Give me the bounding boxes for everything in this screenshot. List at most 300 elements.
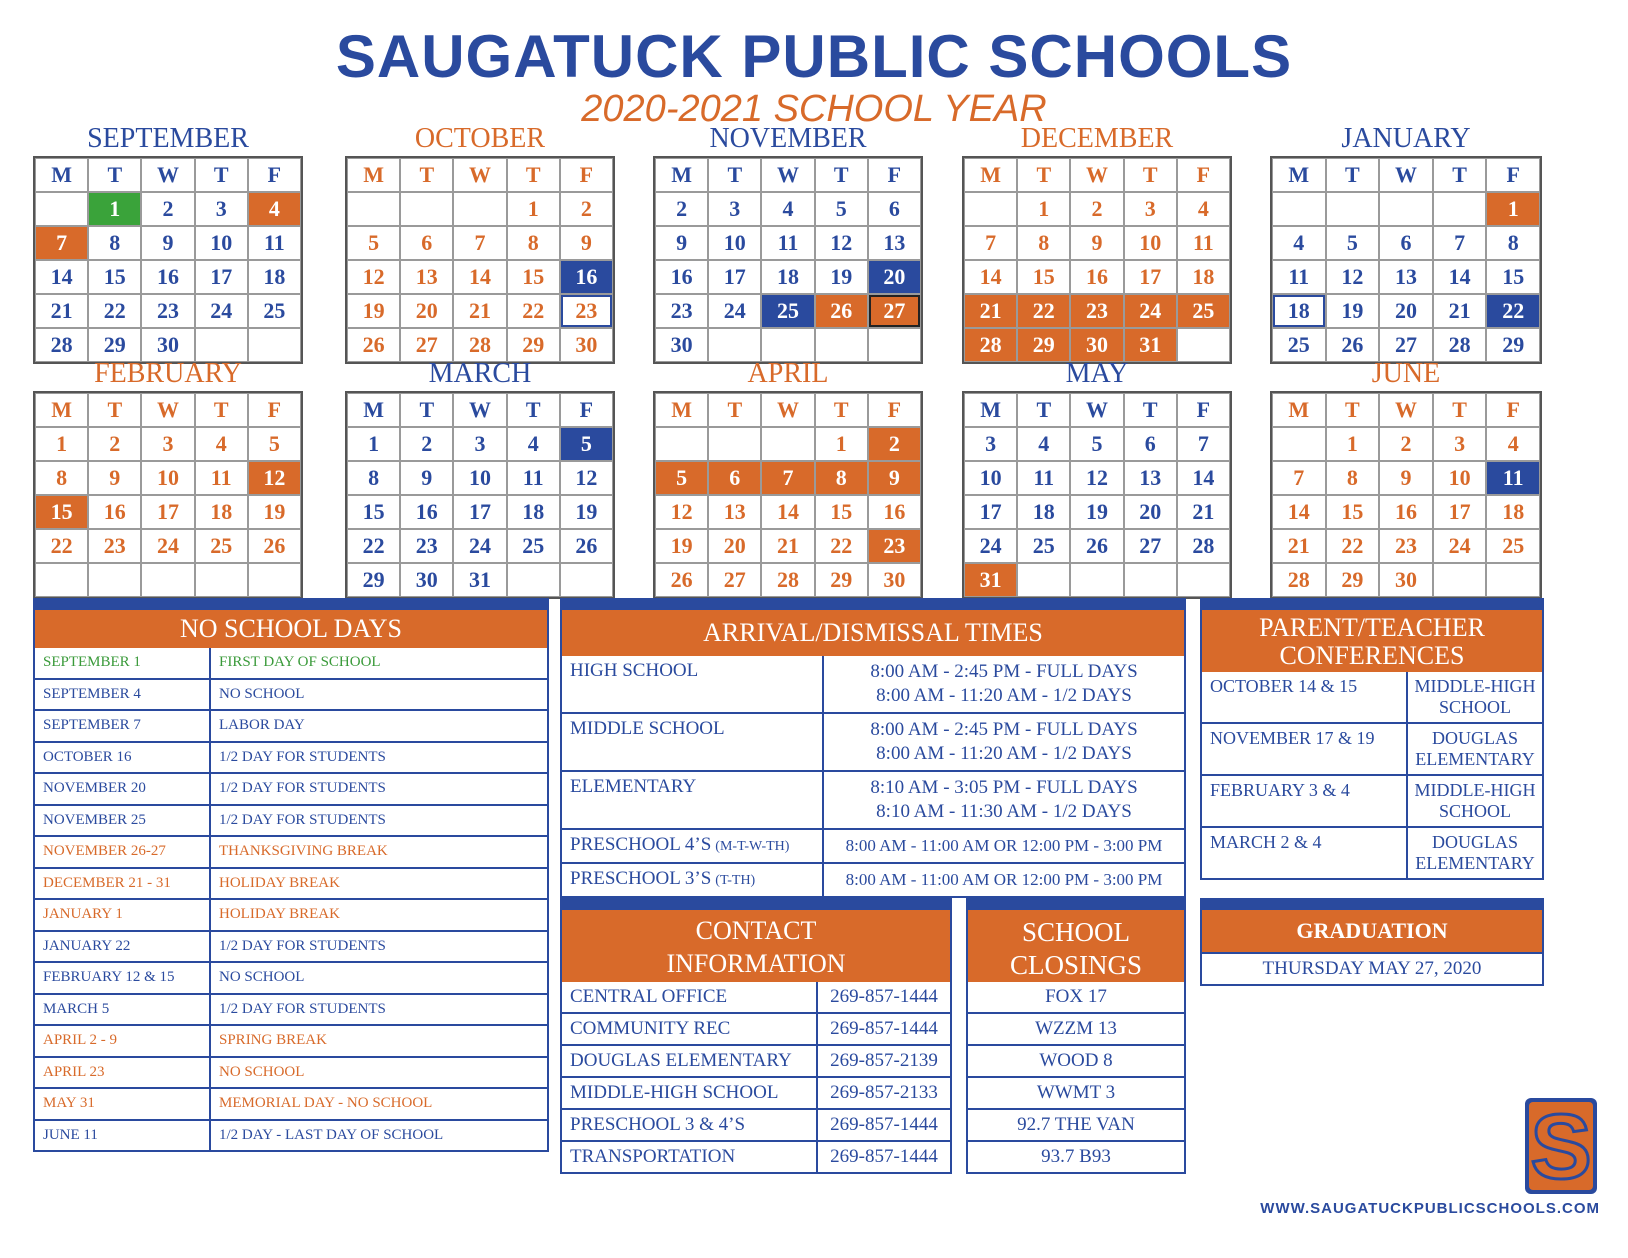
- no-school-description: NO SCHOOL: [219, 1063, 305, 1080]
- day-cell: 13: [868, 226, 921, 260]
- day-cell: 25: [248, 294, 301, 328]
- month-name: MAY: [1065, 358, 1129, 389]
- empty-day-cell: [35, 192, 88, 226]
- day-cell: 10: [141, 461, 194, 495]
- contact-name: CENTRAL OFFICE: [562, 982, 818, 1012]
- day-cell: 16: [560, 260, 613, 294]
- day-cell: 2: [1379, 427, 1433, 461]
- empty-day-cell: [1017, 563, 1070, 597]
- arrival-row: [562, 862, 1184, 896]
- day-cell: 15: [507, 260, 560, 294]
- day-cell: 31: [453, 563, 506, 597]
- location-line: DOUGLAS: [1431, 832, 1518, 852]
- school-name-text: PRESCHOOL 3’S: [570, 868, 712, 889]
- no-school-date: SEPTEMBER 1: [35, 648, 211, 678]
- conference-row: [1202, 672, 1542, 722]
- no-school-row: [35, 741, 547, 773]
- day-cell: 3: [1124, 192, 1177, 226]
- day-cell: 26: [815, 294, 868, 328]
- no-school-row: [35, 1119, 547, 1151]
- empty-day-cell: [248, 563, 301, 597]
- day-cell: 1: [35, 427, 88, 461]
- day-cell: 13: [1124, 461, 1177, 495]
- graduation-title: GRADUATION: [1202, 910, 1542, 952]
- day-cell: 7: [761, 461, 814, 495]
- month-name: SEPTEMBER: [87, 123, 249, 154]
- day-cell: 5: [655, 461, 708, 495]
- month-grid: [653, 156, 923, 364]
- empty-day-cell: [1272, 427, 1326, 461]
- day-cell: 16: [141, 260, 194, 294]
- day-cell: 8: [1326, 461, 1380, 495]
- day-cell: 23: [141, 294, 194, 328]
- no-school-date: JUNE 11: [35, 1121, 211, 1151]
- weekday-header: M: [347, 158, 400, 192]
- school-name-text: MIDDLE SCHOOL: [570, 718, 725, 739]
- day-cell: 4: [1486, 427, 1540, 461]
- contact-name: COMMUNITY REC: [562, 1014, 818, 1044]
- day-cell: 18: [1177, 260, 1230, 294]
- day-cell: 3: [964, 427, 1017, 461]
- empty-day-cell: [507, 563, 560, 597]
- contact-phone[interactable]: 269-857-1444: [830, 1018, 938, 1039]
- empty-day-cell: [560, 563, 613, 597]
- day-cell: 19: [560, 495, 613, 529]
- day-cell: 4: [507, 427, 560, 461]
- contact-row: [562, 1140, 950, 1172]
- day-cell: 18: [1272, 294, 1326, 328]
- day-cell: 8: [347, 461, 400, 495]
- conference-location: [1408, 672, 1542, 722]
- closing-station: 92.7 THE VAN: [968, 1108, 1184, 1140]
- empty-day-cell: [1124, 563, 1177, 597]
- graduation-date: THURSDAY MAY 27, 2020: [1202, 952, 1542, 984]
- day-cell: 23: [400, 529, 453, 563]
- day-cell: 30: [868, 563, 921, 597]
- weekday-header: M: [655, 393, 708, 427]
- day-cell: 15: [815, 495, 868, 529]
- conference-date: FEBRUARY 3 & 4: [1202, 776, 1408, 826]
- weekday-header: T: [1326, 393, 1380, 427]
- conferences-title-line1: PARENT/TEACHER: [1259, 613, 1485, 642]
- day-cell: 20: [400, 294, 453, 328]
- day-cell: 18: [507, 495, 560, 529]
- weekday-header: T: [708, 158, 761, 192]
- conference-date: NOVEMBER 17 & 19: [1202, 724, 1408, 774]
- day-cell: 28: [1433, 328, 1487, 362]
- day-cell: 29: [1326, 563, 1380, 597]
- month-name: OCTOBER: [414, 123, 546, 154]
- day-cell: 8: [507, 226, 560, 260]
- empty-day-cell: [761, 427, 814, 461]
- weekday-header: M: [964, 393, 1017, 427]
- day-cell: 1: [507, 192, 560, 226]
- calendar-month-march: [345, 357, 615, 599]
- no-school-date: APRIL 23: [35, 1058, 211, 1088]
- school-days-note: (T-TH): [715, 873, 756, 888]
- school-closings-title-line1: SCHOOL: [1021, 917, 1130, 947]
- day-cell: 26: [560, 529, 613, 563]
- no-school-date: MAY 31: [35, 1089, 211, 1119]
- weekday-header: F: [1177, 158, 1230, 192]
- no-school-row: [35, 1024, 547, 1056]
- school-times: [824, 656, 1184, 712]
- conference-row: [1202, 826, 1542, 878]
- day-cell: 18: [195, 495, 248, 529]
- weekday-header: M: [964, 158, 1017, 192]
- day-cell: 5: [1070, 427, 1123, 461]
- day-cell: 23: [1070, 294, 1123, 328]
- no-school-description: 1/2 DAY FOR STUDENTS: [219, 780, 386, 797]
- day-cell: 4: [1017, 427, 1070, 461]
- month-grid: [962, 391, 1232, 599]
- day-cell: 7: [1272, 461, 1326, 495]
- day-cell: 24: [141, 529, 194, 563]
- day-cell: 2: [560, 192, 613, 226]
- weekday-header: F: [1486, 158, 1540, 192]
- no-school-description: NO SCHOOL: [219, 685, 305, 702]
- day-cell: 25: [507, 529, 560, 563]
- calendar-month-november: [653, 122, 923, 364]
- no-school-row: [35, 835, 547, 867]
- empty-day-cell: [1272, 192, 1326, 226]
- day-cell: 21: [1177, 495, 1230, 529]
- no-school-row: [35, 898, 547, 930]
- calendar-month-january: [1270, 122, 1542, 364]
- no-school-description: 1/2 DAY - LAST DAY OF SCHOOL: [219, 1126, 444, 1143]
- day-cell: 26: [248, 529, 301, 563]
- no-school-date: JANUARY 22: [35, 932, 211, 962]
- no-school-description: FIRST DAY OF SCHOOL: [219, 654, 381, 671]
- weekday-header: F: [1177, 393, 1230, 427]
- day-cell: 22: [1486, 294, 1540, 328]
- day-cell: 28: [1272, 563, 1326, 597]
- day-cell: 11: [1272, 260, 1326, 294]
- day-cell: 1: [1486, 192, 1540, 226]
- day-cell: 5: [248, 427, 301, 461]
- day-cell: 7: [453, 226, 506, 260]
- website-link[interactable]: WWW.SAUGATUCKPUBLICSCHOOLS.COM: [1260, 1200, 1600, 1217]
- day-cell: 24: [1433, 529, 1487, 563]
- no-school-date: NOVEMBER 20: [35, 774, 211, 804]
- day-cell: 18: [1486, 495, 1540, 529]
- day-cell: 2: [88, 427, 141, 461]
- empty-day-cell: [1326, 192, 1380, 226]
- contact-row: [562, 1076, 950, 1108]
- day-cell: 16: [1379, 495, 1433, 529]
- day-cell: 21: [761, 529, 814, 563]
- day-cell: 3: [453, 427, 506, 461]
- day-cell: 14: [453, 260, 506, 294]
- month-name: DECEMBER: [1020, 123, 1174, 154]
- day-cell: 10: [1433, 461, 1487, 495]
- day-cell: 21: [1433, 294, 1487, 328]
- day-cell: 9: [1379, 461, 1433, 495]
- day-cell: 5: [1326, 226, 1380, 260]
- location-line: SCHOOL: [1438, 697, 1511, 717]
- school-name: [562, 714, 824, 770]
- day-cell: 21: [964, 294, 1017, 328]
- day-cell: 20: [868, 260, 921, 294]
- day-cell: 4: [195, 427, 248, 461]
- weekday-header: T: [400, 158, 453, 192]
- closing-station: 93.7 B93: [968, 1140, 1184, 1172]
- day-cell: 8: [1017, 226, 1070, 260]
- day-cell: 29: [507, 328, 560, 362]
- conference-location: [1408, 724, 1542, 774]
- day-cell: 3: [708, 192, 761, 226]
- weekday-header: F: [248, 158, 301, 192]
- school-name: [562, 830, 824, 862]
- day-cell: 30: [1070, 328, 1123, 362]
- day-cell: 31: [1124, 328, 1177, 362]
- day-cell: 29: [1017, 328, 1070, 362]
- contact-phone[interactable]: 269-857-1444: [830, 986, 938, 1007]
- closing-station: FOX 17: [1045, 986, 1107, 1007]
- day-cell: 3: [1433, 427, 1487, 461]
- day-cell: 25: [1177, 294, 1230, 328]
- day-cell: 7: [1433, 226, 1487, 260]
- day-cell: 10: [195, 226, 248, 260]
- weekday-header: W: [761, 158, 814, 192]
- day-cell: 15: [1486, 260, 1540, 294]
- empty-day-cell: [964, 192, 1017, 226]
- no-school-description: THANKSGIVING BREAK: [219, 843, 388, 860]
- day-cell: 28: [35, 328, 88, 362]
- day-cell: 12: [347, 260, 400, 294]
- weekday-header: T: [815, 158, 868, 192]
- month-grid: [345, 156, 615, 364]
- day-cell: 9: [655, 226, 708, 260]
- day-cell: 15: [88, 260, 141, 294]
- no-school-row: [35, 930, 547, 962]
- day-cell: 11: [1177, 226, 1230, 260]
- day-cell: 23: [560, 294, 613, 328]
- contact-title-line1: CONTACT: [695, 916, 817, 945]
- day-cell: 14: [1177, 461, 1230, 495]
- no-school-date: OCTOBER 16: [35, 743, 211, 773]
- school-closings-title: [968, 910, 1184, 982]
- day-cell: 27: [1379, 328, 1433, 362]
- day-cell: 16: [655, 260, 708, 294]
- month-name: JUNE: [1371, 358, 1441, 389]
- contact-row: [562, 982, 950, 1012]
- day-cell: 22: [1326, 529, 1380, 563]
- weekday-header: T: [815, 393, 868, 427]
- day-cell: 12: [248, 461, 301, 495]
- location-line: MIDDLE-HIGH: [1414, 780, 1536, 800]
- day-cell: 19: [347, 294, 400, 328]
- arrival-dismissal-panel: [560, 598, 1186, 898]
- no-school-description: 1/2 DAY FOR STUDENTS: [219, 937, 386, 954]
- day-cell: 28: [1177, 529, 1230, 563]
- day-cell: 24: [453, 529, 506, 563]
- day-cell: 19: [655, 529, 708, 563]
- no-school-date: JANUARY 1: [35, 900, 211, 930]
- day-cell: 2: [141, 192, 194, 226]
- weekday-header: T: [88, 158, 141, 192]
- no-school-date: APRIL 2 - 9: [35, 1026, 211, 1056]
- day-cell: 9: [1070, 226, 1123, 260]
- day-cell: 3: [141, 427, 194, 461]
- day-cell: 14: [1272, 495, 1326, 529]
- conference-row: [1202, 722, 1542, 774]
- day-cell: 6: [1379, 226, 1433, 260]
- school-times: [824, 714, 1184, 770]
- school-closings-title-line2: CLOSINGS: [1009, 950, 1143, 980]
- day-cell: 2: [400, 427, 453, 461]
- weekday-header: T: [507, 158, 560, 192]
- day-cell: 17: [141, 495, 194, 529]
- weekday-header: W: [1379, 158, 1433, 192]
- school-name: [562, 656, 824, 712]
- empty-day-cell: [453, 192, 506, 226]
- calendar-month-february: [33, 357, 303, 599]
- day-cell: 18: [761, 260, 814, 294]
- time-line: 8:00 AM - 11:00 AM OR 12:00 PM - 3:00 PM: [845, 870, 1163, 889]
- day-cell: 22: [815, 529, 868, 563]
- day-cell: 17: [964, 495, 1017, 529]
- no-school-description: HOLIDAY BREAK: [219, 906, 340, 923]
- location-line: ELEMENTARY: [1415, 749, 1535, 769]
- day-cell: 8: [815, 461, 868, 495]
- location-line: DOUGLAS: [1431, 728, 1518, 748]
- weekday-header: T: [708, 393, 761, 427]
- weekday-header: F: [560, 393, 613, 427]
- day-cell: 17: [1124, 260, 1177, 294]
- contact-phone[interactable]: 269-857-2133: [830, 1082, 938, 1103]
- day-cell: 9: [88, 461, 141, 495]
- day-cell: 9: [868, 461, 921, 495]
- empty-day-cell: [88, 563, 141, 597]
- weekday-header: T: [1017, 393, 1070, 427]
- contact-phone[interactable]: 269-857-1444: [830, 1114, 938, 1135]
- school-times: [824, 830, 1184, 862]
- day-cell: 1: [1017, 192, 1070, 226]
- conferences-title-line2: CONFERENCES: [1279, 641, 1465, 670]
- day-cell: 5: [815, 192, 868, 226]
- empty-day-cell: [1070, 563, 1123, 597]
- day-cell: 16: [1070, 260, 1123, 294]
- weekday-header: F: [560, 158, 613, 192]
- weekday-header: F: [1486, 393, 1540, 427]
- calendar-month-june: [1270, 357, 1542, 599]
- conference-row: [1202, 774, 1542, 826]
- calendar-month-april: [653, 357, 923, 599]
- weekday-header: T: [195, 158, 248, 192]
- day-cell: 9: [560, 226, 613, 260]
- day-cell: 24: [964, 529, 1017, 563]
- day-cell: 22: [35, 529, 88, 563]
- day-cell: 27: [1124, 529, 1177, 563]
- no-school-description: LABOR DAY: [219, 717, 305, 734]
- weekday-header: M: [1272, 393, 1326, 427]
- empty-day-cell: [141, 563, 194, 597]
- weekday-header: W: [141, 158, 194, 192]
- school-name-text: ELEMENTARY: [570, 776, 697, 797]
- month-name: FEBRUARY: [94, 358, 242, 389]
- calendar-month-september: [33, 122, 303, 364]
- no-school-description: NO SCHOOL: [219, 969, 305, 986]
- day-cell: 17: [195, 260, 248, 294]
- weekday-header: T: [507, 393, 560, 427]
- day-cell: 11: [1486, 461, 1540, 495]
- day-cell: 21: [35, 294, 88, 328]
- empty-day-cell: [195, 563, 248, 597]
- day-cell: 3: [195, 192, 248, 226]
- school-name: [562, 864, 824, 896]
- contact-row: [562, 1108, 950, 1140]
- day-cell: 28: [761, 563, 814, 597]
- day-cell: 24: [195, 294, 248, 328]
- no-school-row: [35, 648, 547, 678]
- day-cell: 19: [248, 495, 301, 529]
- no-school-description: 1/2 DAY FOR STUDENTS: [219, 811, 386, 828]
- weekday-header: M: [35, 158, 88, 192]
- no-school-row: [35, 961, 547, 993]
- empty-day-cell: [655, 427, 708, 461]
- day-cell: 11: [1017, 461, 1070, 495]
- day-cell: 29: [1486, 328, 1540, 362]
- school-name-text: PRESCHOOL 4’S: [570, 834, 712, 855]
- day-cell: 29: [815, 563, 868, 597]
- conferences-panel: [1200, 598, 1544, 880]
- time-line: 8:00 AM - 11:00 AM OR 12:00 PM - 3:00 PM: [845, 836, 1163, 855]
- day-cell: 13: [400, 260, 453, 294]
- weekday-header: F: [868, 158, 921, 192]
- empty-day-cell: [400, 192, 453, 226]
- page-title: SAUGATUCK PUBLIC SCHOOLS: [335, 23, 1293, 90]
- day-cell: 12: [1070, 461, 1123, 495]
- day-cell: 31: [964, 563, 1017, 597]
- weekday-header: W: [761, 393, 814, 427]
- location-line: ELEMENTARY: [1415, 853, 1535, 873]
- weekday-header: W: [1070, 393, 1123, 427]
- day-cell: 8: [35, 461, 88, 495]
- day-cell: 15: [35, 495, 88, 529]
- day-cell: 25: [1486, 529, 1540, 563]
- day-cell: 18: [248, 260, 301, 294]
- conference-location: [1408, 828, 1542, 878]
- no-school-date: DECEMBER 21 - 31: [35, 869, 211, 899]
- contact-name: PRESCHOOL 3 & 4’S: [562, 1110, 818, 1140]
- school-name-text: HIGH SCHOOL: [570, 660, 699, 681]
- month-grid: [653, 391, 923, 599]
- weekday-header: T: [1433, 158, 1487, 192]
- day-cell: 27: [868, 294, 921, 328]
- contact-phone[interactable]: 269-857-2139: [830, 1050, 938, 1071]
- day-cell: 9: [141, 226, 194, 260]
- no-school-date: FEBRUARY 12 & 15: [35, 963, 211, 993]
- month-grid: [33, 391, 303, 599]
- day-cell: 16: [868, 495, 921, 529]
- conference-location: [1408, 776, 1542, 826]
- day-cell: 6: [400, 226, 453, 260]
- contact-name: MIDDLE-HIGH SCHOOL: [562, 1078, 818, 1108]
- day-cell: 30: [400, 563, 453, 597]
- day-cell: 14: [1433, 260, 1487, 294]
- no-school-date: MARCH 5: [35, 995, 211, 1025]
- contact-phone[interactable]: 269-857-1444: [830, 1146, 938, 1167]
- month-grid: [962, 156, 1232, 364]
- arrival-row: [562, 712, 1184, 770]
- day-cell: 6: [868, 192, 921, 226]
- time-line: 8:00 AM - 11:20 AM - 1/2 DAYS: [876, 743, 1132, 764]
- day-cell: 1: [815, 427, 868, 461]
- day-cell: 2: [655, 192, 708, 226]
- day-cell: 15: [1326, 495, 1380, 529]
- empty-day-cell: [1486, 563, 1540, 597]
